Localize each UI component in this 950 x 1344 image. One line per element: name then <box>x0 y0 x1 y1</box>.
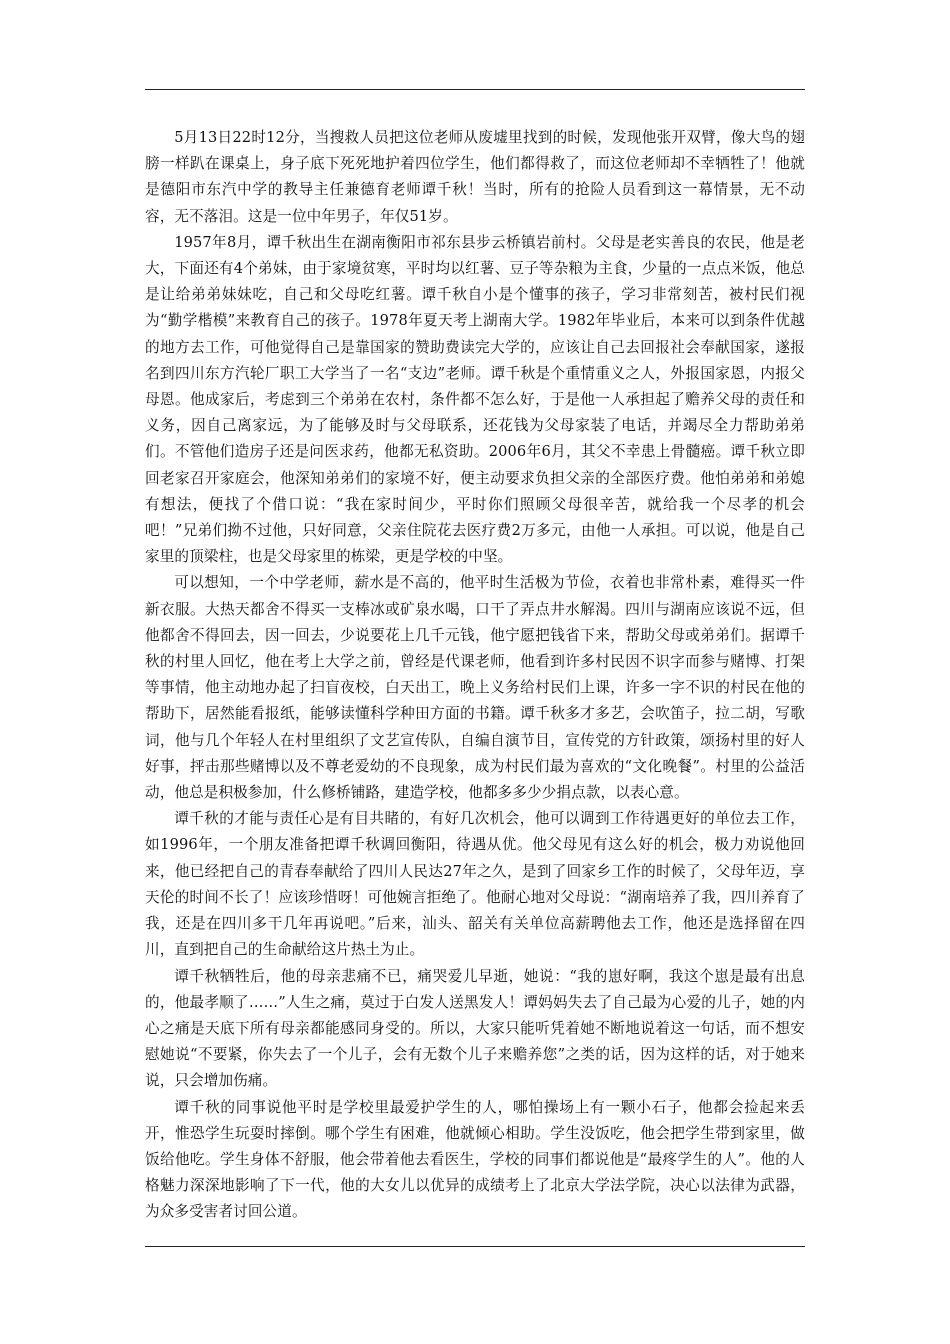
paragraph-1: 5月13日22时12分，当搜救人员把这位老师从废墟里找到的时候，发现他张开双臂，像大鸟的翅膀一样趴在课桌上，身子底下死死地护着四位学生，他们都得救了，而这位老师却不幸牺牲了！他就是德阳市东汽中学的教导主任兼德育老师谭千秋！当时，所有的抢险人员看到这一幕情景，无不动容，无不落泪。这是一位中年男子，年仅51岁。 <box>145 129 805 225</box>
footer-rule <box>145 1246 805 1247</box>
paragraph-3: 可以想知，一个中学老师，薪水是不高的，他平时生活极为节俭，衣着也非常朴素，难得买一件新衣服。大热天都舍不得买一支棒冰或矿泉水喝，口干了弄点井水解渴。四川与湖南应该说不远，但他都舍不得回去，因一回去，少说要花上几千元钱，他宁愿把钱省下来，帮助父母或弟弟们。据谭千秋的村里人回忆，他在考上大学之前，曾经是代课老师，他看到许多村民因不识字而参与赌博、打架等事情，他主动地办起了扫盲夜校，白天出工，晚上义务给村民们上课，许多一字不识的村民在他的帮助下，居然能看报纸，能够读懂科学种田方面的书籍。谭千秋多才多艺，会吹笛子，拉二胡，写歌词，他与几个年轻人在村里组织了文艺宣传队，自编自演节目，宣传党的方针政策，颂扬村里的好人好事，抨击那些赌博以及不尊老爱幼的不良现象，成为村民们最为喜欢的“文化晚餐”。村里的公益活动，他总是积极参加，什么修桥铺路，建造学校，他都多多少少捐点款，以表心意。 <box>145 574 805 802</box>
paragraph-6: 谭千秋的同事说他平时是学校里最爱护学生的人，哪怕操场上有一颗小石子，他都会捡起来丢开，惟恐学生玩耍时摔倒。哪个学生有困难，他就倾心相助。学生没饭吃，他会把学生带到家里，做饭给他吃。学生身体不舒服，他会带着他去看医生，学校的同事们都说他是“最疼学生的人”。他的人格魅力深深地影响了下一代，他的大女儿以优异的成绩考上了北京大学法学院，决心以法律为武器，为众多受害者讨回公道。 <box>145 1098 805 1221</box>
document-body <box>145 125 805 1226</box>
paragraph-5: 谭千秋牺牲后，他的母亲悲痛不已，痛哭爱儿早逝，她说：“我的崽好啊，我这个崽是最有出息的，他最孝顺了……”人生之痛，莫过于白发人送黑发人！谭妈妈失去了自己最为心爱的儿子，她的内心之痛是天底下所有母亲都能感同身受的。所以，大家只能听凭着她不断地说着这一句话，而不想安慰她说“不要紧，你失去了一个儿子，会有无数个儿子来赡养您”之类的话，因为这样的话，对于她来说，只会增加伤痛。 <box>145 967 805 1090</box>
header-rule <box>145 89 805 90</box>
paragraph-2: 1957年8月，谭千秋出生在湖南衡阳市祁东县步云桥镇岩前村。父母是老实善良的农民，他是老大，下面还有4个弟妹，由于家境贫寒，平时均以红薯、豆子等杂粮为主食，少量的一点点米饭，他总是让给弟弟妹妹吃，自己和父母吃红薯。谭千秋自小是个懂事的孩子，学习非常刻苦，被村民们视为“勤学楷模”来教育自己的孩子。1978年夏天考上湖南大学。1982年毕业后，本来可以到条件优越的地方去工作，可他觉得自己是靠国家的赞助费读完大学的，应该让自己去回报社会奉献国家，遂报名到四川东方汽轮厂职工大学当了一名“支边”老师。谭千秋是个重情重义之人，外报国家恩，内报父母恩。他成家后，考虑到三个弟弟在农村，条件都不怎么好，于是他一人承担起了赡养父母的责任和义务，因自己离家远，为了能够及时与父母联系，还花钱为父母家装了电话，并竭尽全力帮助弟弟们。不管他们造房子还是问医求药，他都无私资助。2006年6月，其父不幸患上骨髓癌。谭千秋立即回老家召开家庭会，他深知弟弟们的家境不好，便主动要求负担父亲的全部医疗费。他怕弟弟和弟媳有想法，便找了个借口说：“我在家时间少，平时你们照顾父母很辛苦，就给我一个尽孝的机会吧！”兄弟们拗不过他，只好同意，父亲住院花去医疗费2万多元，由他一人承担。可以说，他是自己家里的顶梁柱，也是父母家里的栋梁，更是学校的中坚。 <box>145 233 805 566</box>
paragraph-4: 谭千秋的才能与责任心是有目共睹的，有好几次机会，他可以调到工作待遇更好的单位去工作，如1996年，一个朋友准备把谭千秋调回衡阳，待遇从优。他父母见有这么好的机会，极力劝说他回来，他已经把自己的青春奉献给了四川人民达27年之久，是到了回家乡工作的时候了，父母年迈，享天伦的时间不长了！应该珍惜呀！可他婉言拒绝了。他耐心地对父母说：“湖南培养了我，四川养育了我，还是在四川多干几年再说吧。”后来，汕头、韶关有关单位高薪聘他去工作，他还是选择留在四川，直到把自己的生命献给这片热土为止。 <box>145 810 805 959</box>
